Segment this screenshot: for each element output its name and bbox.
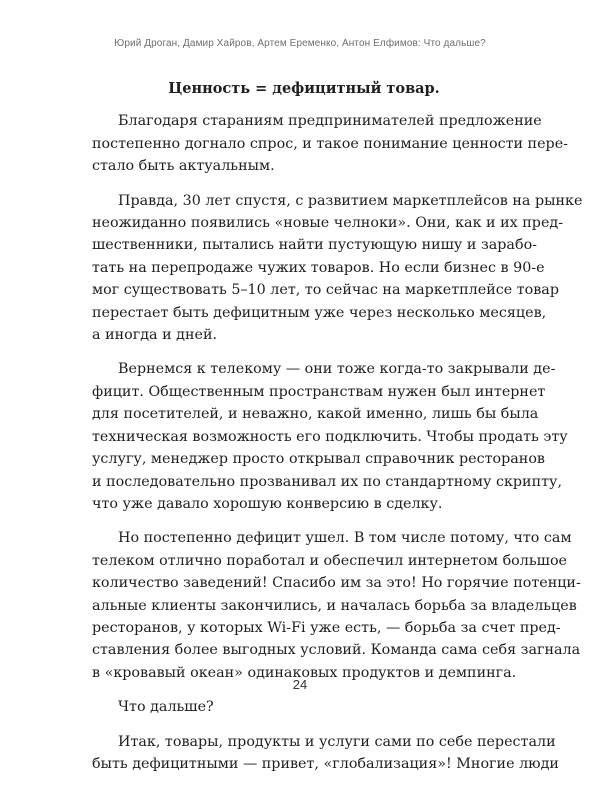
text-line: быть дефицитными — привет, «глобализация»! Многие люди <box>92 755 559 772</box>
text-line: услугу, менеджер просто открывал справочник ресторанов <box>92 451 545 468</box>
text-line: и последовательно прозванивал их по стандартному скрипту, <box>92 473 562 490</box>
text-line: фицит. Общественным пространствам нужен был интернет <box>92 383 546 400</box>
paragraph <box>92 527 581 684</box>
section-heading: Ценность = дефицитный товар. <box>168 80 440 97</box>
running-head: Юрий Дроган, Дамир Хайров, Артем Еременко, Антон Елфимов: Что дальше? <box>114 38 486 49</box>
text-line: а иногда и дней. <box>92 327 218 344</box>
text-line: техническая возможность его подключить. Чтобы продать эту <box>92 428 568 445</box>
text-line: ставления более выгодных условий. Команда сама себя загнала <box>92 642 581 659</box>
text-line: перестает быть дефицитным уже через несколько месяцев, <box>92 304 547 321</box>
page-number: 24 <box>292 677 308 692</box>
text-line: Вернемся к телекому — они тоже когда-то закрывали де- <box>118 361 556 378</box>
text-line: тать на перепродаже чужих товаров. Но если бизнес в 90-е <box>92 259 545 276</box>
text-line: мог существовать 5–10 лет, то сейчас на маркетплейсе товар <box>92 282 559 299</box>
paragraph-list <box>92 110 583 775</box>
text-line: ресторанов, у которых Wi-Fi уже есть, — борьба за счет пред- <box>92 619 561 636</box>
text-line: в «кровавый океан» одинаковых продуктов и демпинга. <box>92 664 517 681</box>
text-line: для посетителей, и неважно, какой именно, лишь бы была <box>92 406 539 423</box>
paragraph <box>92 696 516 718</box>
paragraph <box>92 731 559 776</box>
text-line: телеком отлично поработал и обеспечил интернетом большое <box>92 552 568 569</box>
text-line: шественники, пытались найти пустующую нишу и зарабо- <box>92 237 538 254</box>
text-line: Итак, товары, продукты и услуги сами по себе перестали <box>118 733 556 750</box>
text-line: количество заведений! Спасибо им за это! Но горячие потенци- <box>92 575 581 592</box>
paragraph <box>92 190 583 347</box>
text-line: что уже давало хорошую конверсию в сделку. <box>92 495 443 512</box>
text-line: альные клиенты закончились, и началась борьба за владельцев <box>92 597 577 614</box>
paragraph <box>92 110 568 177</box>
text-line: неожиданно появились «новые челноки». Они, как и их пред- <box>92 215 564 232</box>
text-line: постепенно догнало спрос, и такое понимание ценности пере- <box>92 135 568 152</box>
paragraph <box>92 358 568 515</box>
text-line: Но постепенно дефицит ушел. В том числе потому, что сам <box>118 530 572 547</box>
text-line: Благодаря стараниям предпринимателей предложение <box>118 113 542 130</box>
text-line: Правда, 30 лет спустя, с развитием маркетплейсов на рынке <box>118 192 583 209</box>
text-line: Что дальше? <box>118 699 214 716</box>
text-line: стало быть актуальным. <box>92 158 275 175</box>
